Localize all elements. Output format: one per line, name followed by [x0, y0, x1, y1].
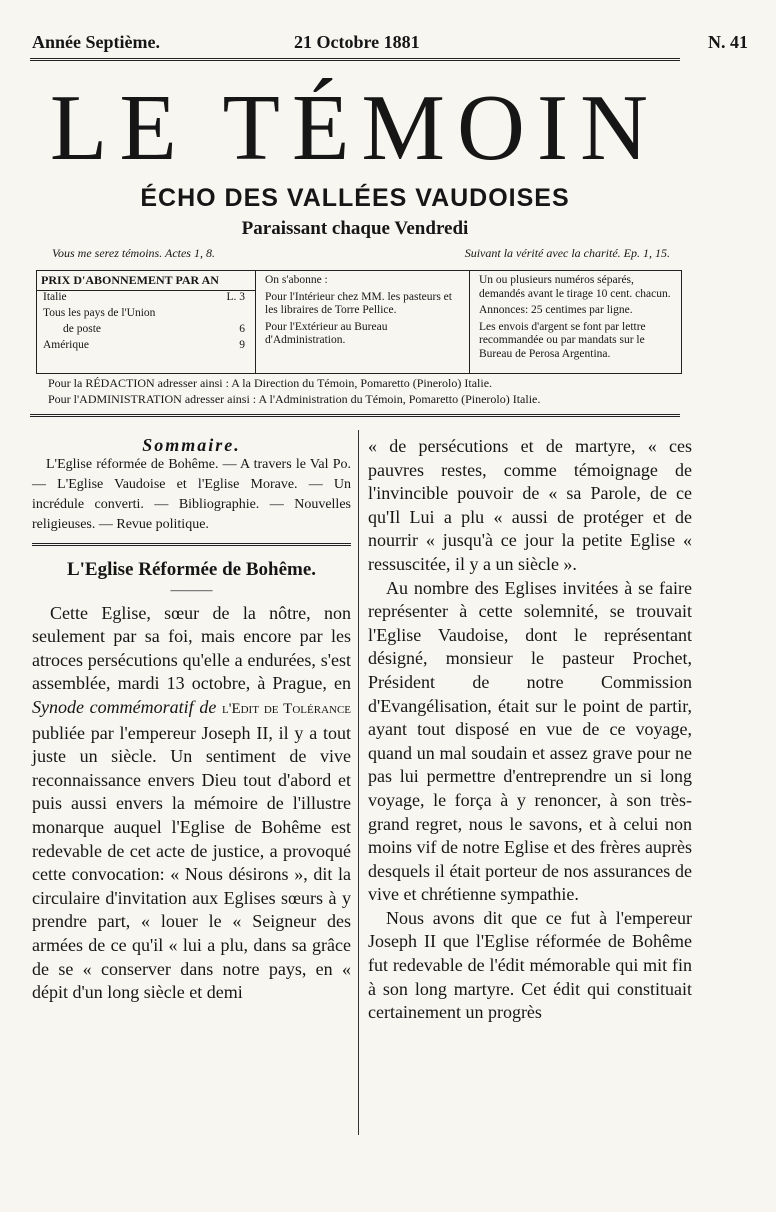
notice-line: Annonces: 25 centimes par ligne. — [479, 304, 633, 316]
notice-line: Un ou plusieurs numéros séparés, demandés avant le tirage 10 cent. chacun. — [479, 274, 671, 300]
issue-year: Année Septième. — [32, 32, 160, 52]
redaction-address: Pour la RÉDACTION adresser ainsi : A la Direction du Témoin, Pomaretto (Pinerolo) Italie. — [48, 376, 493, 390]
issue-line — [32, 32, 748, 54]
notices-info — [473, 271, 678, 373]
title-dash: ——— — [170, 582, 213, 598]
article-paragraph: Cette Eglise, sœur de la nôtre, non seulement par sa foi, mais encore par les atroces persécutions qu'elle a endurées, s'est assemblée, mardi 13 octobre, à Prague, en Synode commémoratif de l'Edit de Tolérance publiée par l'empereur Joseph II, il y a tout juste un siècle. Un sentiment de vive reconnaissance envers Dieu tout d'abord et puis aussi envers la mémoire de l'illustre monarque auquel l'Eglise de Bohême est redevable de cet acte de justice, a provoqué cette convocation: « Nous désirons », dit la circulaire d'invitation aux Eglises sœurs à y prendre part, « louer le « Seigneur des armées de ce qu'il « lui a plu, dans sa grâce de se « conserver dans notre pays, en « dépit d'un long siècle et demi — [32, 602, 352, 1003]
section-separator — [32, 543, 351, 546]
sommaire-title: Sommaire. — [142, 435, 241, 455]
article-paragraph: Nous avons dit que ce fut à l'empereur Joseph II que l'Eglise réformée de Bohême fut redevable de l'édit mémorable qui mit fin à son long martyre. Cet édit qui constituait certainement un progrès — [368, 907, 692, 1023]
top-rule — [30, 58, 680, 61]
subscribe-info — [259, 271, 470, 373]
masthead-title: LE TÉMOIN — [49, 76, 661, 180]
notice-line: Les envois d'argent se font par lettre recommandée ou par mandats sur le Bureau de Perosa Argentina. — [479, 320, 646, 360]
masthead-subtitle: ÉCHO DES VALLÉES VAUDOISES — [140, 184, 570, 212]
issue-number: N. 41 — [708, 32, 748, 52]
article-paragraph: « de persécutions et de martyre, « ces pauvres restes, comme témoignage de l'invincible pouvoir de « sa Parole, de ce qu'Il Lui a plu « aussi de protéger et de nourrir « jusqu'à ce jour la petite Eglise « ressuscitée, il y a un siècle ». — [368, 436, 692, 574]
header-bottom-rule — [30, 414, 680, 417]
article-title: L'Eglise Réformée de Bohême. — [66, 559, 317, 580]
publication-frequency: Paraissant chaque Vendredi — [241, 218, 469, 239]
subscribe-line: Pour l'Intérieur chez MM. les pasteurs et les libraires de Torre Pellice. — [265, 290, 452, 316]
left-column — [32, 435, 351, 1005]
price-row: Amérique 9 — [43, 338, 245, 351]
issue-date: 21 Octobre 1881 — [294, 32, 420, 52]
motto-left: Vous me serez témoins. Actes 1, 8. — [52, 246, 215, 260]
administration-address: Pour l'ADMINISTRATION adresser ainsi : A l'Administration du Témoin, Pomaretto (Pinerolo) Italie. — [48, 392, 541, 406]
price-header: PRIX D'ABONNEMENT PAR AN — [37, 271, 255, 291]
price-table — [37, 271, 256, 373]
column-divider — [358, 430, 359, 1135]
subscription-box — [36, 270, 682, 374]
right-column — [368, 435, 692, 1025]
article-paragraph: Au nombre des Eglises invitées à se faire représenter à cette solemnité, se trouvait l'Eglise Vaudoise, dont le représentant désigné, monsieur le pasteur Prochet, Président de notre Commission d'Evangélisation, était sur le point de partir, ayant tout disposé en vue de ce voyage, quand un mal soudain et assez grave pour ne pas lui permettre d'entreprendre un si long voyage, le força à y renoncer, à son très-grand regret, nous le savons, et à celui non moins vif de notre Eglise et des frères auprès desquels il était porteur de nos assurances de vive et chrétienne sympathie. — [368, 577, 692, 905]
motto-right: Suivant la vérité avec la charité. Ep. 1, 15. — [464, 246, 670, 260]
subscribe-line: On s'abonne : — [265, 274, 328, 286]
price-row: Italie L. 3 — [43, 290, 245, 303]
sommaire-text: L'Eglise réformée de Bohême. — A travers le Val Po. — L'Eglise Vaudoise et l'Eglise Morave. — Un incrédule converti. — Bibliographie. — Nouvelles religieuses. — Revue politique. — [32, 457, 351, 532]
price-row: de poste 6 — [63, 322, 245, 335]
subscribe-line: Pour l'Extérieur au Bureau d'Administration. — [265, 320, 388, 346]
price-row: Tous les pays de l'Union — [43, 306, 156, 319]
